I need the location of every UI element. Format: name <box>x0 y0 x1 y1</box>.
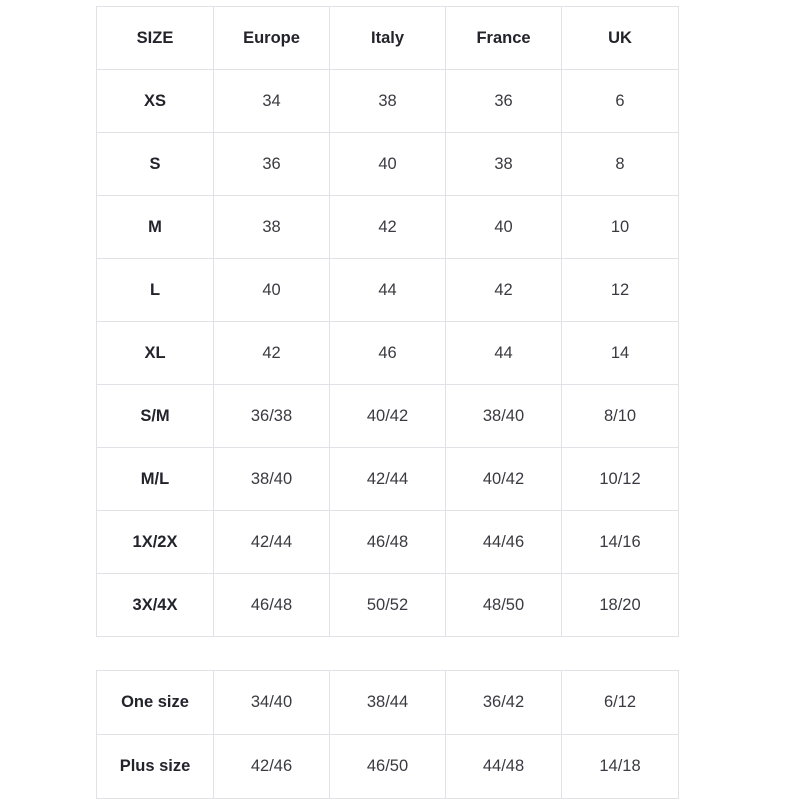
row-label: S/M <box>97 385 214 448</box>
table-row <box>97 574 679 637</box>
cell-uk: 8/10 <box>562 385 679 448</box>
cell-italy: 46/48 <box>330 511 446 574</box>
cell-italy: 42 <box>330 196 446 259</box>
table-row <box>97 70 679 133</box>
cell-uk: 14 <box>562 322 679 385</box>
row-label: XS <box>97 70 214 133</box>
cell-uk: 14/16 <box>562 511 679 574</box>
table-body <box>97 70 679 637</box>
column-header-france: France <box>446 7 562 70</box>
table-header <box>97 7 679 70</box>
cell-uk: 8 <box>562 133 679 196</box>
cell-uk: 10/12 <box>562 448 679 511</box>
cell-france: 48/50 <box>446 574 562 637</box>
row-label: 1X/2X <box>97 511 214 574</box>
cell-france: 40/42 <box>446 448 562 511</box>
table-row <box>97 671 679 735</box>
cell-europe: 36 <box>214 133 330 196</box>
cell-italy: 44 <box>330 259 446 322</box>
cell-uk: 6 <box>562 70 679 133</box>
column-header-italy: Italy <box>330 7 446 70</box>
table-row <box>97 259 679 322</box>
cell-uk: 18/20 <box>562 574 679 637</box>
cell-uk: 14/18 <box>562 735 679 799</box>
table-row <box>97 735 679 799</box>
row-label: M <box>97 196 214 259</box>
cell-france: 40 <box>446 196 562 259</box>
column-header-size: SIZE <box>97 7 214 70</box>
cell-italy: 42/44 <box>330 448 446 511</box>
cell-europe: 42/46 <box>214 735 330 799</box>
table-row <box>97 511 679 574</box>
row-label: S <box>97 133 214 196</box>
row-label: 3X/4X <box>97 574 214 637</box>
table-row <box>97 322 679 385</box>
cell-italy: 38/44 <box>330 671 446 735</box>
cell-france: 36/42 <box>446 671 562 735</box>
cell-uk: 12 <box>562 259 679 322</box>
cell-france: 38/40 <box>446 385 562 448</box>
cell-france: 44/48 <box>446 735 562 799</box>
row-label-plus-size: Plus size <box>97 735 214 799</box>
column-header-uk: UK <box>562 7 679 70</box>
column-header-europe: Europe <box>214 7 330 70</box>
cell-italy: 40/42 <box>330 385 446 448</box>
row-label: XL <box>97 322 214 385</box>
cell-italy: 40 <box>330 133 446 196</box>
cell-italy: 50/52 <box>330 574 446 637</box>
cell-france: 44/46 <box>446 511 562 574</box>
cell-france: 36 <box>446 70 562 133</box>
cell-europe: 38 <box>214 196 330 259</box>
cell-europe: 34/40 <box>214 671 330 735</box>
cell-europe: 42/44 <box>214 511 330 574</box>
cell-italy: 46 <box>330 322 446 385</box>
size-chart-secondary-wrapper <box>96 670 678 799</box>
table-header-row <box>97 7 679 70</box>
cell-europe: 46/48 <box>214 574 330 637</box>
cell-france: 44 <box>446 322 562 385</box>
row-label-one-size: One size <box>97 671 214 735</box>
row-label: L <box>97 259 214 322</box>
size-chart-main-wrapper <box>96 6 678 637</box>
cell-italy: 38 <box>330 70 446 133</box>
cell-europe: 40 <box>214 259 330 322</box>
cell-uk: 10 <box>562 196 679 259</box>
table-row <box>97 385 679 448</box>
cell-france: 42 <box>446 259 562 322</box>
cell-europe: 34 <box>214 70 330 133</box>
size-conversion-table <box>96 6 679 637</box>
table-row <box>97 448 679 511</box>
table-row <box>97 196 679 259</box>
cell-france: 38 <box>446 133 562 196</box>
table-row <box>97 133 679 196</box>
row-label: M/L <box>97 448 214 511</box>
cell-uk: 6/12 <box>562 671 679 735</box>
cell-europe: 36/38 <box>214 385 330 448</box>
cell-europe: 42 <box>214 322 330 385</box>
cell-europe: 38/40 <box>214 448 330 511</box>
table-body-secondary <box>97 671 679 799</box>
cell-italy: 46/50 <box>330 735 446 799</box>
one-size-plus-size-table <box>96 670 679 799</box>
